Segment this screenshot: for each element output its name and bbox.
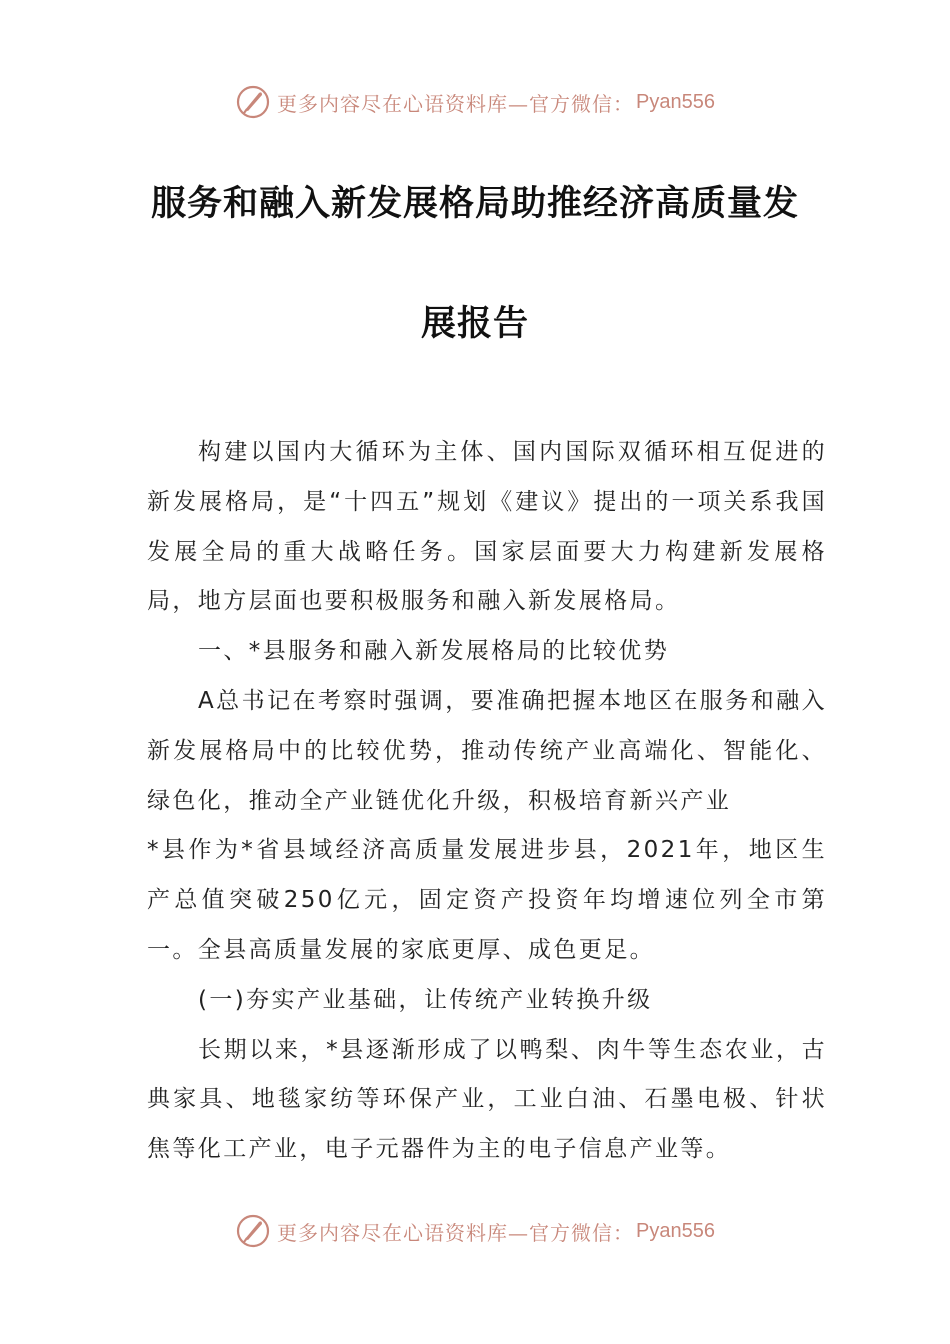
quill-pen-icon (235, 84, 271, 120)
paragraph: A总书记在考察时强调，要准确把握本地区在服务和融入新发展格局中的比较优势，推动传统产业高端化、智能化、绿色化，推动全产业链优化升级，积极培育新兴产业 (147, 687, 827, 814)
watermark-footer (0, 1211, 950, 1251)
quill-pen-icon (235, 1213, 271, 1249)
watermark-text: 更多内容尽在心语资料库—官方微信： (277, 1220, 635, 1245)
watermark-wechat-id: Pyan556 (636, 1219, 715, 1242)
paragraph: 长期以来，*县逐渐形成了以鸭梨、肉牛等生态农业，古典家具、地毯家纺等环保产业，工业白油、石墨电极、针状焦等化工产业，电子元器件为主的电子信息产业等。 (147, 1036, 827, 1163)
subsection-heading: (一)夯实产业基础，让传统产业转换升级 (198, 986, 653, 1013)
watermark-wechat-id: Pyan556 (636, 90, 715, 113)
watermark-text: 更多内容尽在心语资料库—官方微信： (277, 91, 635, 116)
document-title-line-1: 服务和融入新发展格局助推经济高质量发 (150, 183, 799, 224)
section-heading: 一、*县服务和融入新发展格局的比较优势 (198, 638, 670, 665)
watermark-header (0, 82, 950, 122)
paragraph: *县作为*省县域经济高质量发展进步县，2021年，地区生产总值突破250亿元，固定资产投资年均增速位列全市第一。全县高质量发展的家底更厚、成色更足。 (147, 837, 827, 963)
paragraph: 构建以国内大循环为主体、国内国际双循环相互促进的新发展格局，是“十四五”规划《建议》提出的一项关系我国发展全局的重大战略任务。国家层面要大力构建新发展格局，地方层面也要积极服务和融入新发展格局。 (147, 439, 827, 615)
document-body (147, 428, 827, 1175)
document-title-line-2: 展报告 (420, 303, 529, 344)
